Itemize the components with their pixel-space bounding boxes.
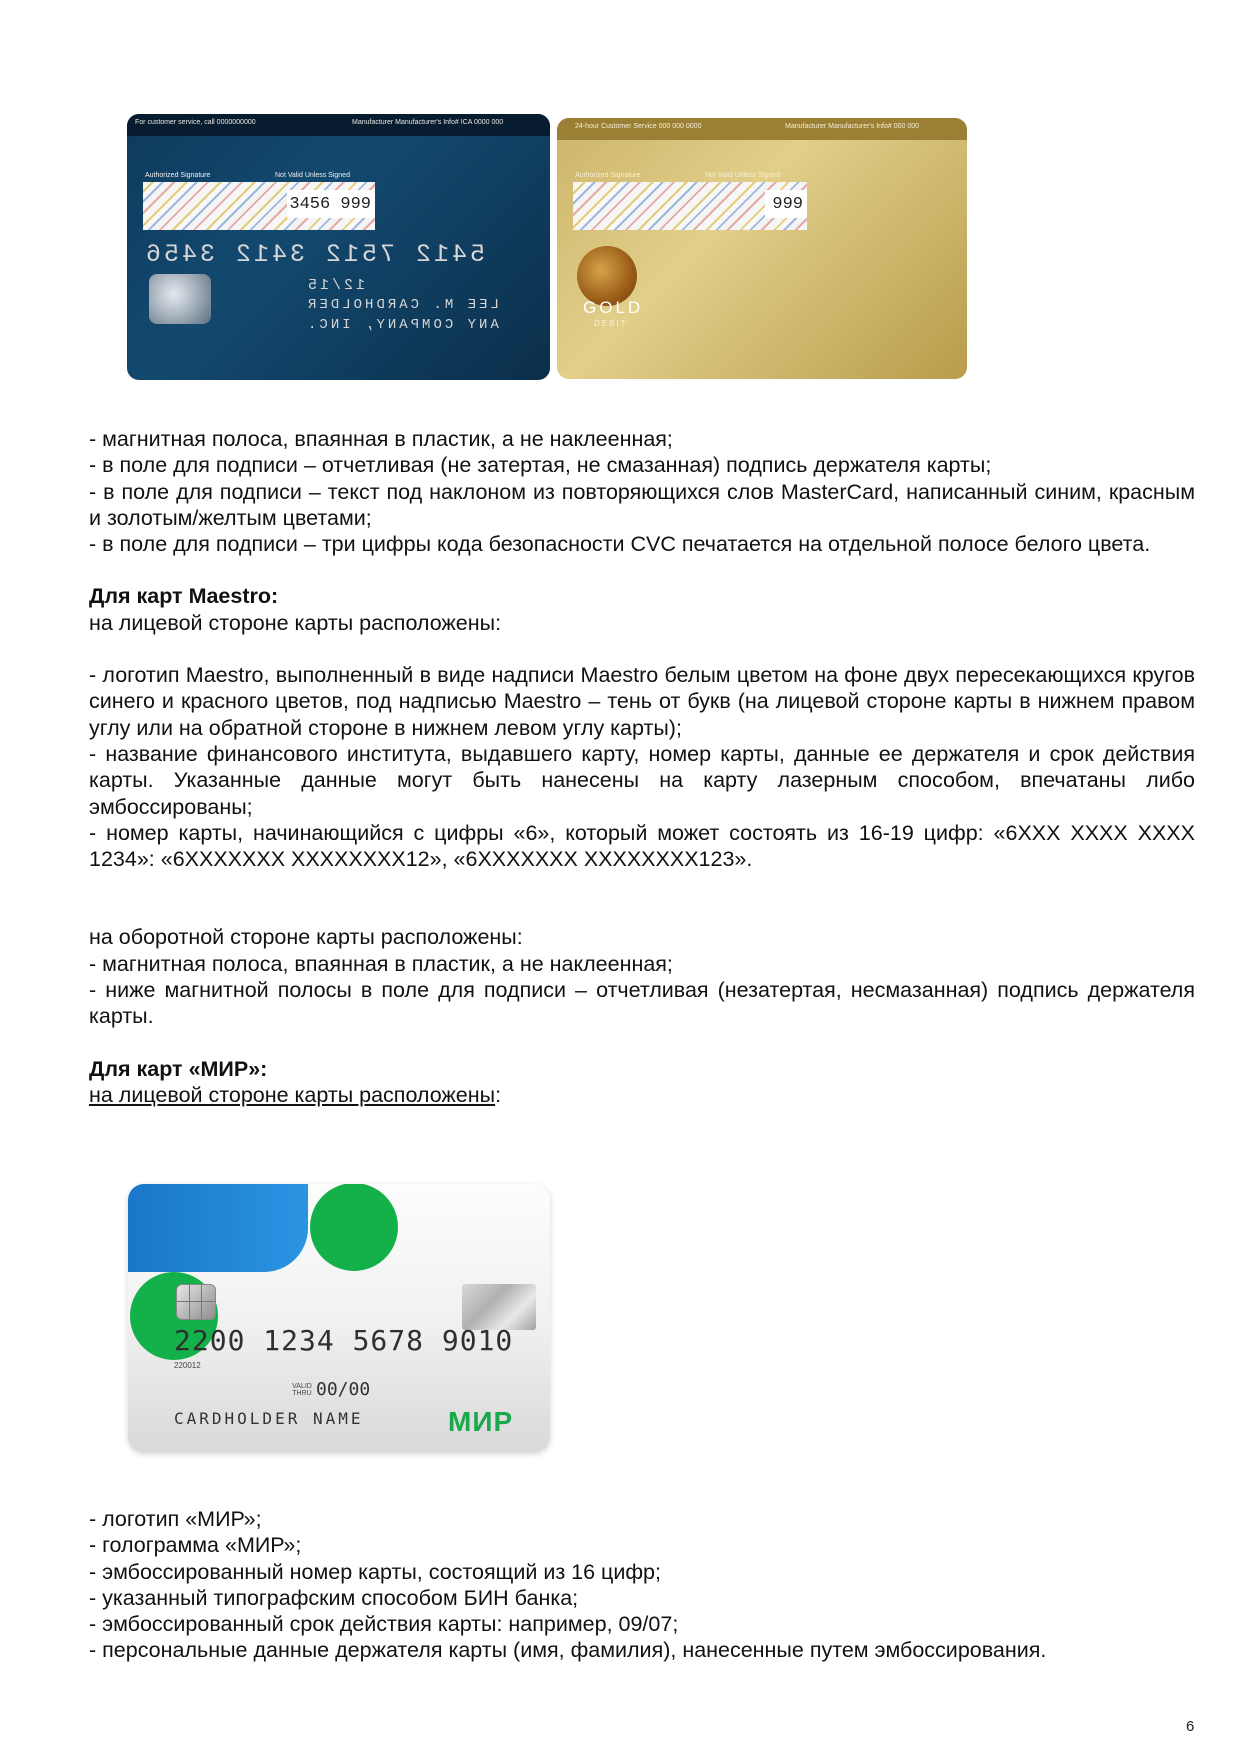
mir-front-intro <box>89 1082 1195 1108</box>
customer-service-text: 24-hour Customer Service 000 000 0000 <box>575 123 702 130</box>
mastercard-back-gold-image <box>557 118 967 379</box>
mir-card-image <box>128 1184 550 1452</box>
valid-thru-label: VALID THRU <box>292 1383 312 1397</box>
list-item: - эмбоссированный срок действия карты: например, 09/07; <box>89 1612 679 1637</box>
gold-label: GOLD <box>583 298 644 317</box>
manufacturer-text: Manufacturer Manufacturer's Info# 000 000 <box>785 123 920 130</box>
mirrored-expiry: 12/15 <box>305 277 366 294</box>
magnetic-stripe <box>127 114 550 136</box>
mir-expiry: 00/00 <box>316 1379 371 1400</box>
not-valid-label: Not Valid Unless Signed <box>705 172 780 179</box>
list-item: - логотип Maestro, выполненный в виде надписи Maestro белым цветом на фоне двух пересекающихся кругов синего и красного цветов, под надписью Maestro – тень от букв (на лицевой стороне карты в нижнем правом углу или на обратной стороне в нижнем левом углу карты); <box>89 663 1195 740</box>
mir-card-number: 2200 1234 5678 9010 <box>174 1324 514 1357</box>
list-item: - магнитная полоса, впаянная в пластик, а не наклеенная; <box>89 427 673 451</box>
list-item: - логотип «МИР»; <box>89 1507 262 1531</box>
mir-logo: МИР <box>448 1406 514 1437</box>
list-item: - в поле для подписи – три цифры кода безопасности CVC печатается на отдельной полосе белого цвета. <box>89 532 1151 557</box>
authorized-signature-label: Authorized Signature <box>145 172 211 179</box>
mastercard-globe-logo <box>577 246 637 306</box>
mir-cardholder-name: CARDHOLDER NAME <box>174 1409 364 1428</box>
customer-service-text: For customer service, call 0000000000 <box>135 119 256 126</box>
mir-front-intro-underlined: на лицевой стороне карты расположены <box>89 1082 496 1107</box>
page-number: 6 <box>1186 1718 1195 1735</box>
list-item: - голограмма «МИР»; <box>89 1533 302 1558</box>
mir-blue-shape <box>128 1184 308 1272</box>
magnetic-stripe <box>557 118 967 140</box>
mirrored-card-number: 5412 7512 3412 3456 <box>143 240 486 269</box>
list-item: - магнитная полоса, впаянная в пластик, а не наклеенная; <box>89 951 673 976</box>
list-item: - эмбоссированный номер карты, состоящий из 16 цифр; <box>89 1559 661 1584</box>
debit-label: DEBIT <box>594 319 628 328</box>
mirrored-cardholder-name: LEE M. CARDHOLDER <box>305 297 499 313</box>
mastercard-back-blue-image <box>127 114 550 380</box>
maestro-heading: Для карт Maestro: <box>89 584 279 609</box>
mir-features <box>89 1506 1195 1664</box>
list-item: - указанный типографским способом БИН банка; <box>89 1585 579 1610</box>
mirrored-company-name: ANY COMPANY, INC. <box>305 317 499 333</box>
maestro-back-intro: на оборотной стороне карты расположены: <box>89 925 523 950</box>
cvc-code: 999 <box>765 190 807 218</box>
maestro-front-intro: на лицевой стороне карты расположены: <box>89 610 502 635</box>
list-item: - название финансового института, выдавшего карту, номер карты, данные ее держателя и срок действия карты. Указанные данные могут быть нанесены на карту лазерным способом, впечатаны либо эмбоссированы; <box>89 741 1195 819</box>
list-item: - ниже магнитной полосы в поле для подписи – отчетливая (незатертая, несмазанная) подпись держателя карты. <box>89 978 1195 1029</box>
manufacturer-text: Manufacturer Manufacturer's Info# ICA 0000 000 <box>352 119 504 126</box>
mir-front-intro-colon: : <box>495 1082 502 1107</box>
list-item: - в поле для подписи – отчетливая (не затертая, не смазанная) подпись держателя карты; <box>89 453 992 478</box>
list-item: - в поле для подписи – текст под наклоном из повторяющихся слов MasterCard, написанный синим, красным и золотым/желтым цветами; <box>89 479 1195 530</box>
mir-green-circle <box>310 1184 398 1271</box>
list-item: - персональные данные держателя карты (имя, фамилия), нанесенные путем эмбоссирования. <box>89 1638 1047 1663</box>
mir-heading: Для карт «МИР»: <box>89 1056 268 1081</box>
hologram <box>149 274 211 324</box>
cvc-code: 3456 999 <box>287 190 375 218</box>
mir-bin: 220012 <box>174 1361 201 1370</box>
mastercard-back-features <box>89 426 1195 1108</box>
authorized-signature-label: Authorized Signature <box>575 172 641 179</box>
chip-icon <box>176 1284 216 1320</box>
list-item: - номер карты, начинающийся с цифры «6», который может состоять из 16-19 цифр: «6XXX XXXX XXXX 1234»: «6XXXXXXX XXXXXXXX12», «6XXXXXXX XXXXXXXX123». <box>89 820 1195 872</box>
not-valid-label: Not Valid Unless Signed <box>275 172 350 179</box>
